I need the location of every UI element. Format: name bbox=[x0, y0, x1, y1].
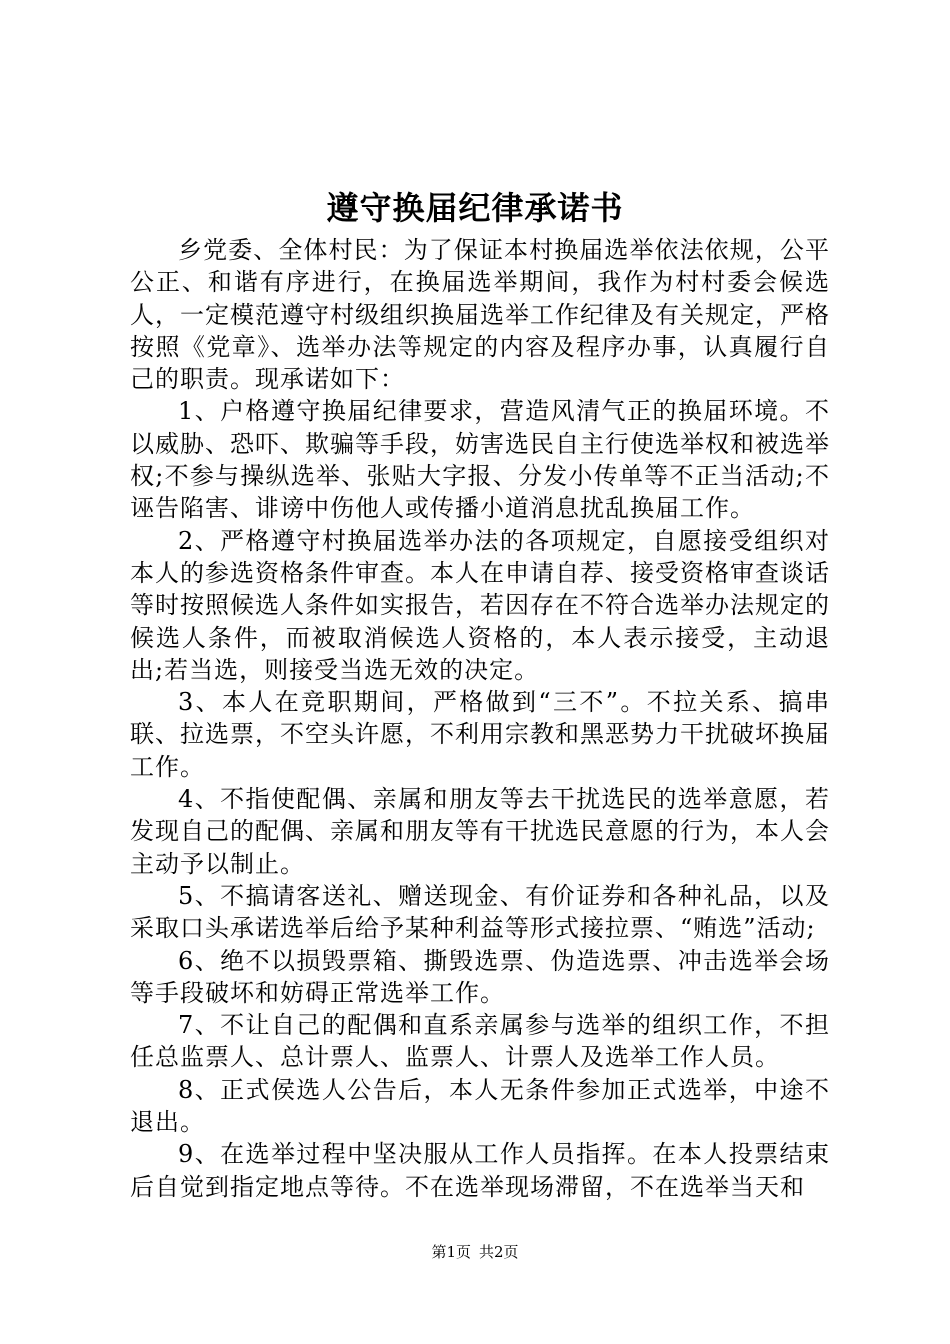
page-footer bbox=[0, 1242, 950, 1262]
paragraph-item-8: 8、正式侯选人公告后，本人无条件参加正式选举，中途不退出。 bbox=[130, 1075, 830, 1137]
page-number-current: 第1页 bbox=[431, 1243, 471, 1261]
paragraph-intro: 乡党委、全体村民：为了保证本村换届选举依法依规，公平公正、和谐有序进行，在换届选举期间，我作为村村委会候选人，一定模范遵守村级组织换届选举工作纪律及有关规定，严格按照《党章》、选举办法等规定的内容及程序办事，认真履行自己的职责。现承诺如下： bbox=[130, 236, 830, 394]
paragraph-item-1: 1、户格遵守换届纪律要求，营造风清气正的换届环境。不以威胁、恐吓、欺骗等手段，妨害选民自主行使选举权和被选举权;不参与操纵选举、张贴大字报、分发小传单等不正当活动;不诬告陷害、诽谤中伤他人或传播小道消息扰乱换届工作。 bbox=[130, 397, 830, 523]
paragraph-item-6: 6、绝不以损毁票箱、撕毁选票、伪造选票、冲击选举会场等手段破坏和妨碍正常选举工作。 bbox=[130, 946, 830, 1007]
paragraph-item-5: 5、不搞请客送礼、赠送现金、有价证券和各种礼品，以及采取口头承诺选举后给予某种利益等形式接拉票、“贿选”活动; bbox=[130, 881, 830, 943]
paragraph-item-7: 7、不让自己的配偶和直系亲属参与选举的组织工作，不担任总监票人、总计票人、监票人、计票人及选举工作人员。 bbox=[130, 1011, 830, 1072]
document-body bbox=[130, 234, 830, 1203]
paragraph-item-3: 3、本人在竞职期间，严格做到“三不”。不拉关系、搞串联、拉选票，不空头许愿，不利用宗教和黑恶势力干扰破坏换届工作。 bbox=[130, 688, 830, 781]
document-title: 遵守换届纪律承诺书 bbox=[326, 189, 624, 227]
paragraph-item-9: 9、在选举过程中坚决服从工作人员指挥。在本人投票结束后自觉到指定地点等待。不在选举现场滞留，不在选举当天和 bbox=[130, 1140, 830, 1201]
page-number-total: 共2页 bbox=[479, 1243, 519, 1261]
paragraph-item-2: 2、严格遵守村换届选举办法的各项规定，自愿接受组织对本人的参选资格条件审查。本人在申请自荐、接受资格审查谈话等时按照候选人条件如实报告，若因存在不符合选举办法规定的候选人条件，而被取消候选人资格的，本人表示接受，主动退出;若当选，则接受当选无效的决定。 bbox=[130, 526, 830, 684]
paragraph-item-4: 4、不指使配偶、亲属和朋友等去干扰选民的选举意愿，若发现自己的配偶、亲属和朋友等有干扰选民意愿的行为，本人会主动予以制止。 bbox=[130, 785, 830, 878]
